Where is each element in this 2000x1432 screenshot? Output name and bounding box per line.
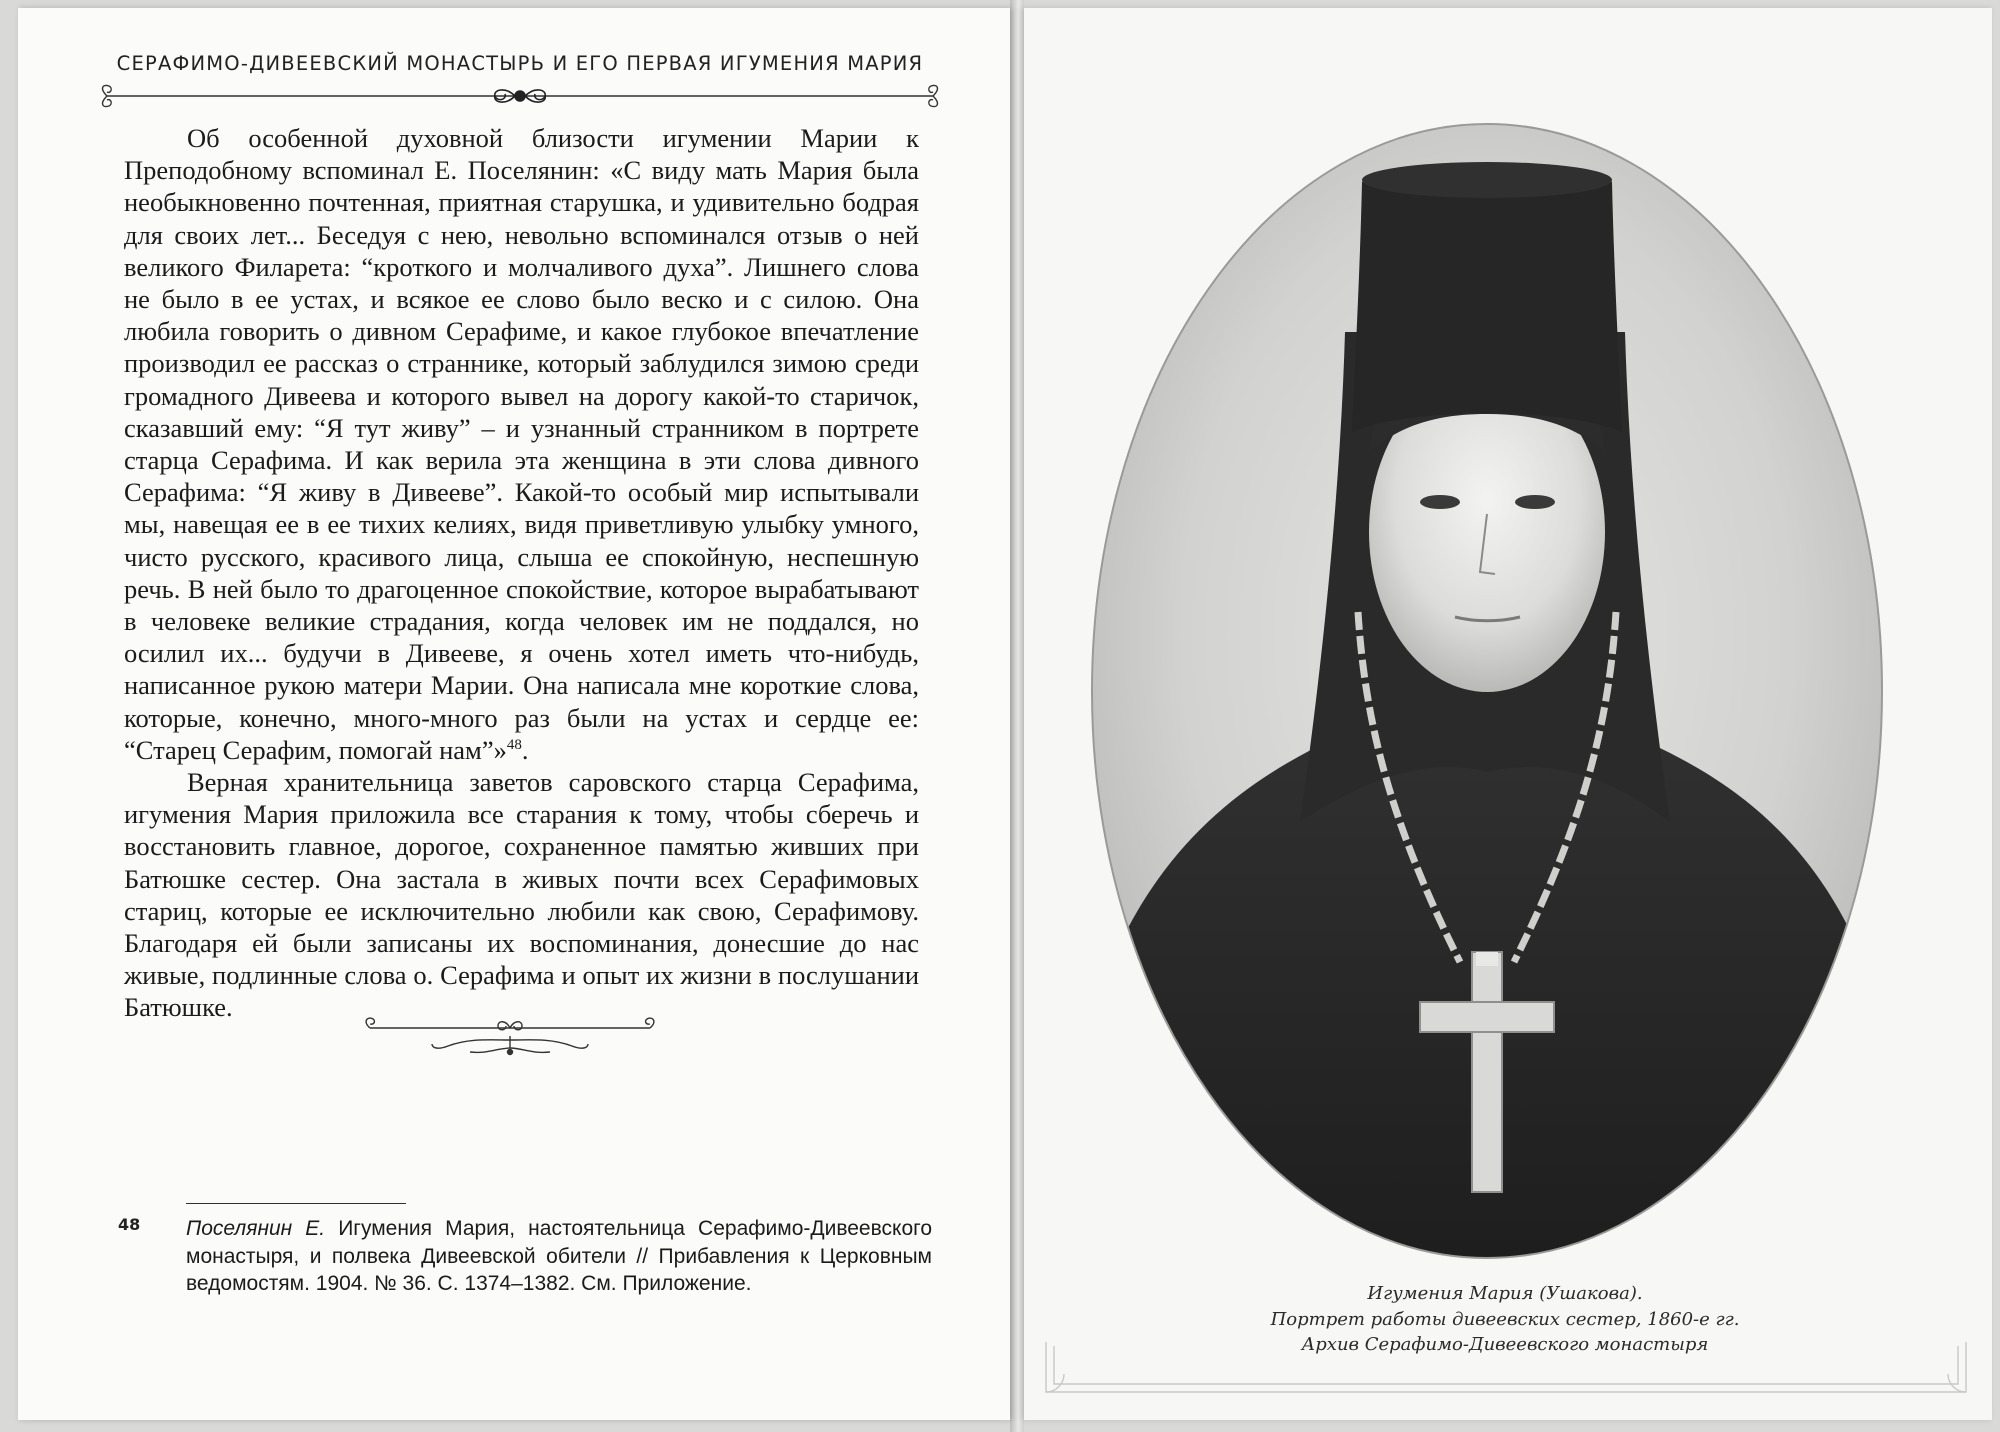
caption-line-2: Портрет работы дивеевских сестер, 1860-е гг. [1270,1308,1740,1330]
portrait-image [1090,122,1884,1260]
book-gutter [1010,0,1024,1432]
footnote-author: Поселянин Е. [186,1217,326,1240]
body-text [124,122,919,1024]
kamilavka-hat [1352,167,1622,432]
caption-line-3: Архив Серафимо-Дивеевского монастыря [1301,1334,1709,1355]
header-ornament-rule [95,82,945,112]
footnote-citation: Игумения Мария, настоятельница Серафимо-Дивеевского монастыря, и полвека Дивеевской обители // Прибавления к Церковным ведомостям. 1904. № 36. С. 1374–1382. См. Приложение. [186,1217,933,1295]
footnote-rule [186,1203,406,1204]
paragraph-1: Об особенной духовной близости игумении Марии к Преподобному вспоминал Е. Поселянин: «С виду мать Мария была необыкновенно почтенная, приятная старушка, и удивительно бодрая для своих лет... Беседуя с нею, невольно вспоминался отзыв о ней великого Филарета: “кроткого и молчаливого духа”. Лишнего слова не было в ее устах, и всякое ее слово было веско и с силою. Она любила говорить о дивном Серафиме, и какое глубокое впечатление производил ее рассказ о страннике, который заблудился зимою среди громадного Дивеева и которого вывел на дорогу какой-то старичок, сказавший ему: “Я тут живу” – и узнанный странником в портрете старца Серафима. И как верила эта женщина в эти слова дивного Серафима: “Я живу в Дивееве”. Какой-то особый мир испытывали мы, навещая ее в ее тихих келиях, видя приветливую улыбку умного, чисто русского, красивого лица, слыша ее спокойную, неспешную речь. В ней было то драгоценное спокойствие, которое вырабатывают в человеке великие страдания, когда человек им не поддался, но осилил их... будучи в Дивееве, я очень хотел иметь что-нибудь, написанное рукою матери Марии. Она написала мне короткие слова, которые, конечно, много-много раз были на устах и сердце ее: “Старец Серафим, помогай нам”»$^{48}$. [124,123,919,765]
end-ornament [360,1012,660,1072]
footnote-text [186,1215,932,1298]
caption-line-1: Игумения Мария (Ушакова). [1367,1283,1643,1304]
paragraph-2: Верная хранительница заветов саровского старца Серафима, игумения Мария приложила все старания к тому, чтобы сберечь и восстановить главное, дорогое, сохраненное памятью живших при Батюшке сестер. Она застала в живых почти всех Серафимовых стариц, которые ее исключительно любили как свою, Серафимову. Благодаря ей были записаны их воспоминания, донесшие до нас живые, подлинные слова о. Серафима и опыт их жизни в послушании Батюшке. [124,767,919,1023]
footnote-reference[interactable]: 48 [506,737,522,754]
footnote-number: 48 [118,1215,141,1234]
running-head: СЕРАФИМО-ДИВЕЕВСКИЙ МОНАСТЫРЬ И ЕГО ПЕРВАЯ ИГУМЕНИЯ МАРИЯ [116,52,924,75]
page-frame-ornament [1036,1332,1976,1412]
